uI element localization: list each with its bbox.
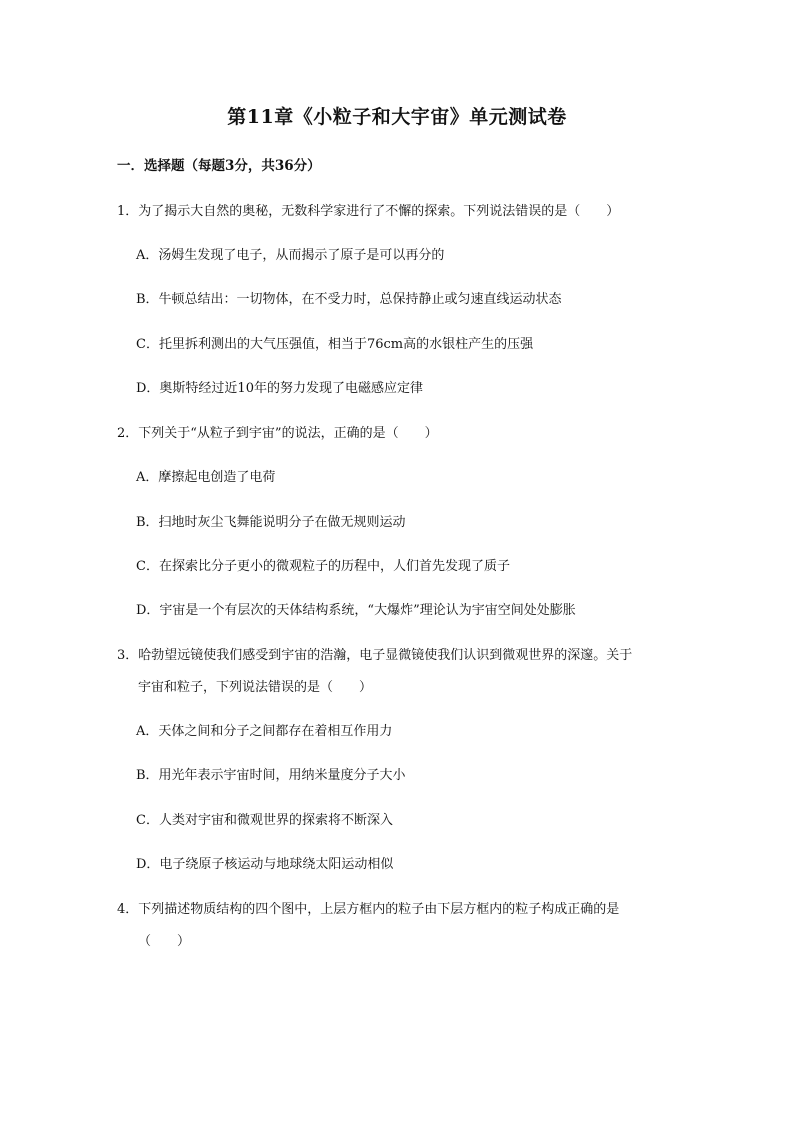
question-4-stem-line-1: 4．下列描述物质结构的四个图中，上层方框内的粒子由下层方框内的粒子构成正确的是 [117,902,620,917]
question-1-stem: 1．为了揭示大自然的奥秘，无数科学家进行了不懈的探索。下列说法错误的是（ ） [117,204,620,219]
question-2-option-b: B．扫地时灰尘飞舞能说明分子在做无规则运动 [136,515,406,530]
section-heading: 一．选择题（每题3分，共36分） [117,158,321,174]
question-3-option-c: C．人类对宇宙和微观世界的探索将不断深入 [136,813,393,828]
question-3-stem-line-1: 3．哈勃望远镜使我们感受到宇宙的浩瀚，电子显微镜使我们认识到微观世界的深邃。关于 [117,648,633,663]
document-title: 第11章《小粒子和大宇宙》单元测试卷 [227,106,567,128]
question-2-stem: 2．下列关于“从粒子到宇宙”的说法，正确的是（ ） [117,426,438,441]
question-1-option-a: A．汤姆生发现了电子，从而揭示了原子是可以再分的 [136,248,445,263]
question-4-stem-line-2: （ ） [138,934,191,949]
question-1-option-d: D．奥斯特经过近10年的努力发现了电磁感应定律 [136,381,423,396]
question-1-option-c: C．托里拆利测出的大气压强值，相当于76cm高的水银柱产生的压强 [136,337,534,352]
question-3-option-d: D．电子绕原子核运动与地球绕太阳运动相似 [136,857,394,872]
question-2-option-c: C．在探索比分子更小的微观粒子的历程中，人们首先发现了质子 [136,559,510,574]
question-3-option-a: A．天体之间和分子之间都存在着相互作用力 [136,724,393,739]
question-3-option-b: B．用光年表示宇宙时间，用纳米量度分子大小 [136,768,406,783]
question-1-option-b: B．牛顿总结出：一切物体，在不受力时，总保持静止或匀速直线运动状态 [136,292,562,307]
question-2-option-d: D．宇宙是一个有层次的天体结构系统，“大爆炸”理论认为宇宙空间处处膨胀 [136,603,576,618]
question-2-option-a: A．摩擦起电创造了电荷 [136,470,276,485]
question-3-stem-line-2: 宇宙和粒子，下列说法错误的是（ ） [138,680,373,695]
